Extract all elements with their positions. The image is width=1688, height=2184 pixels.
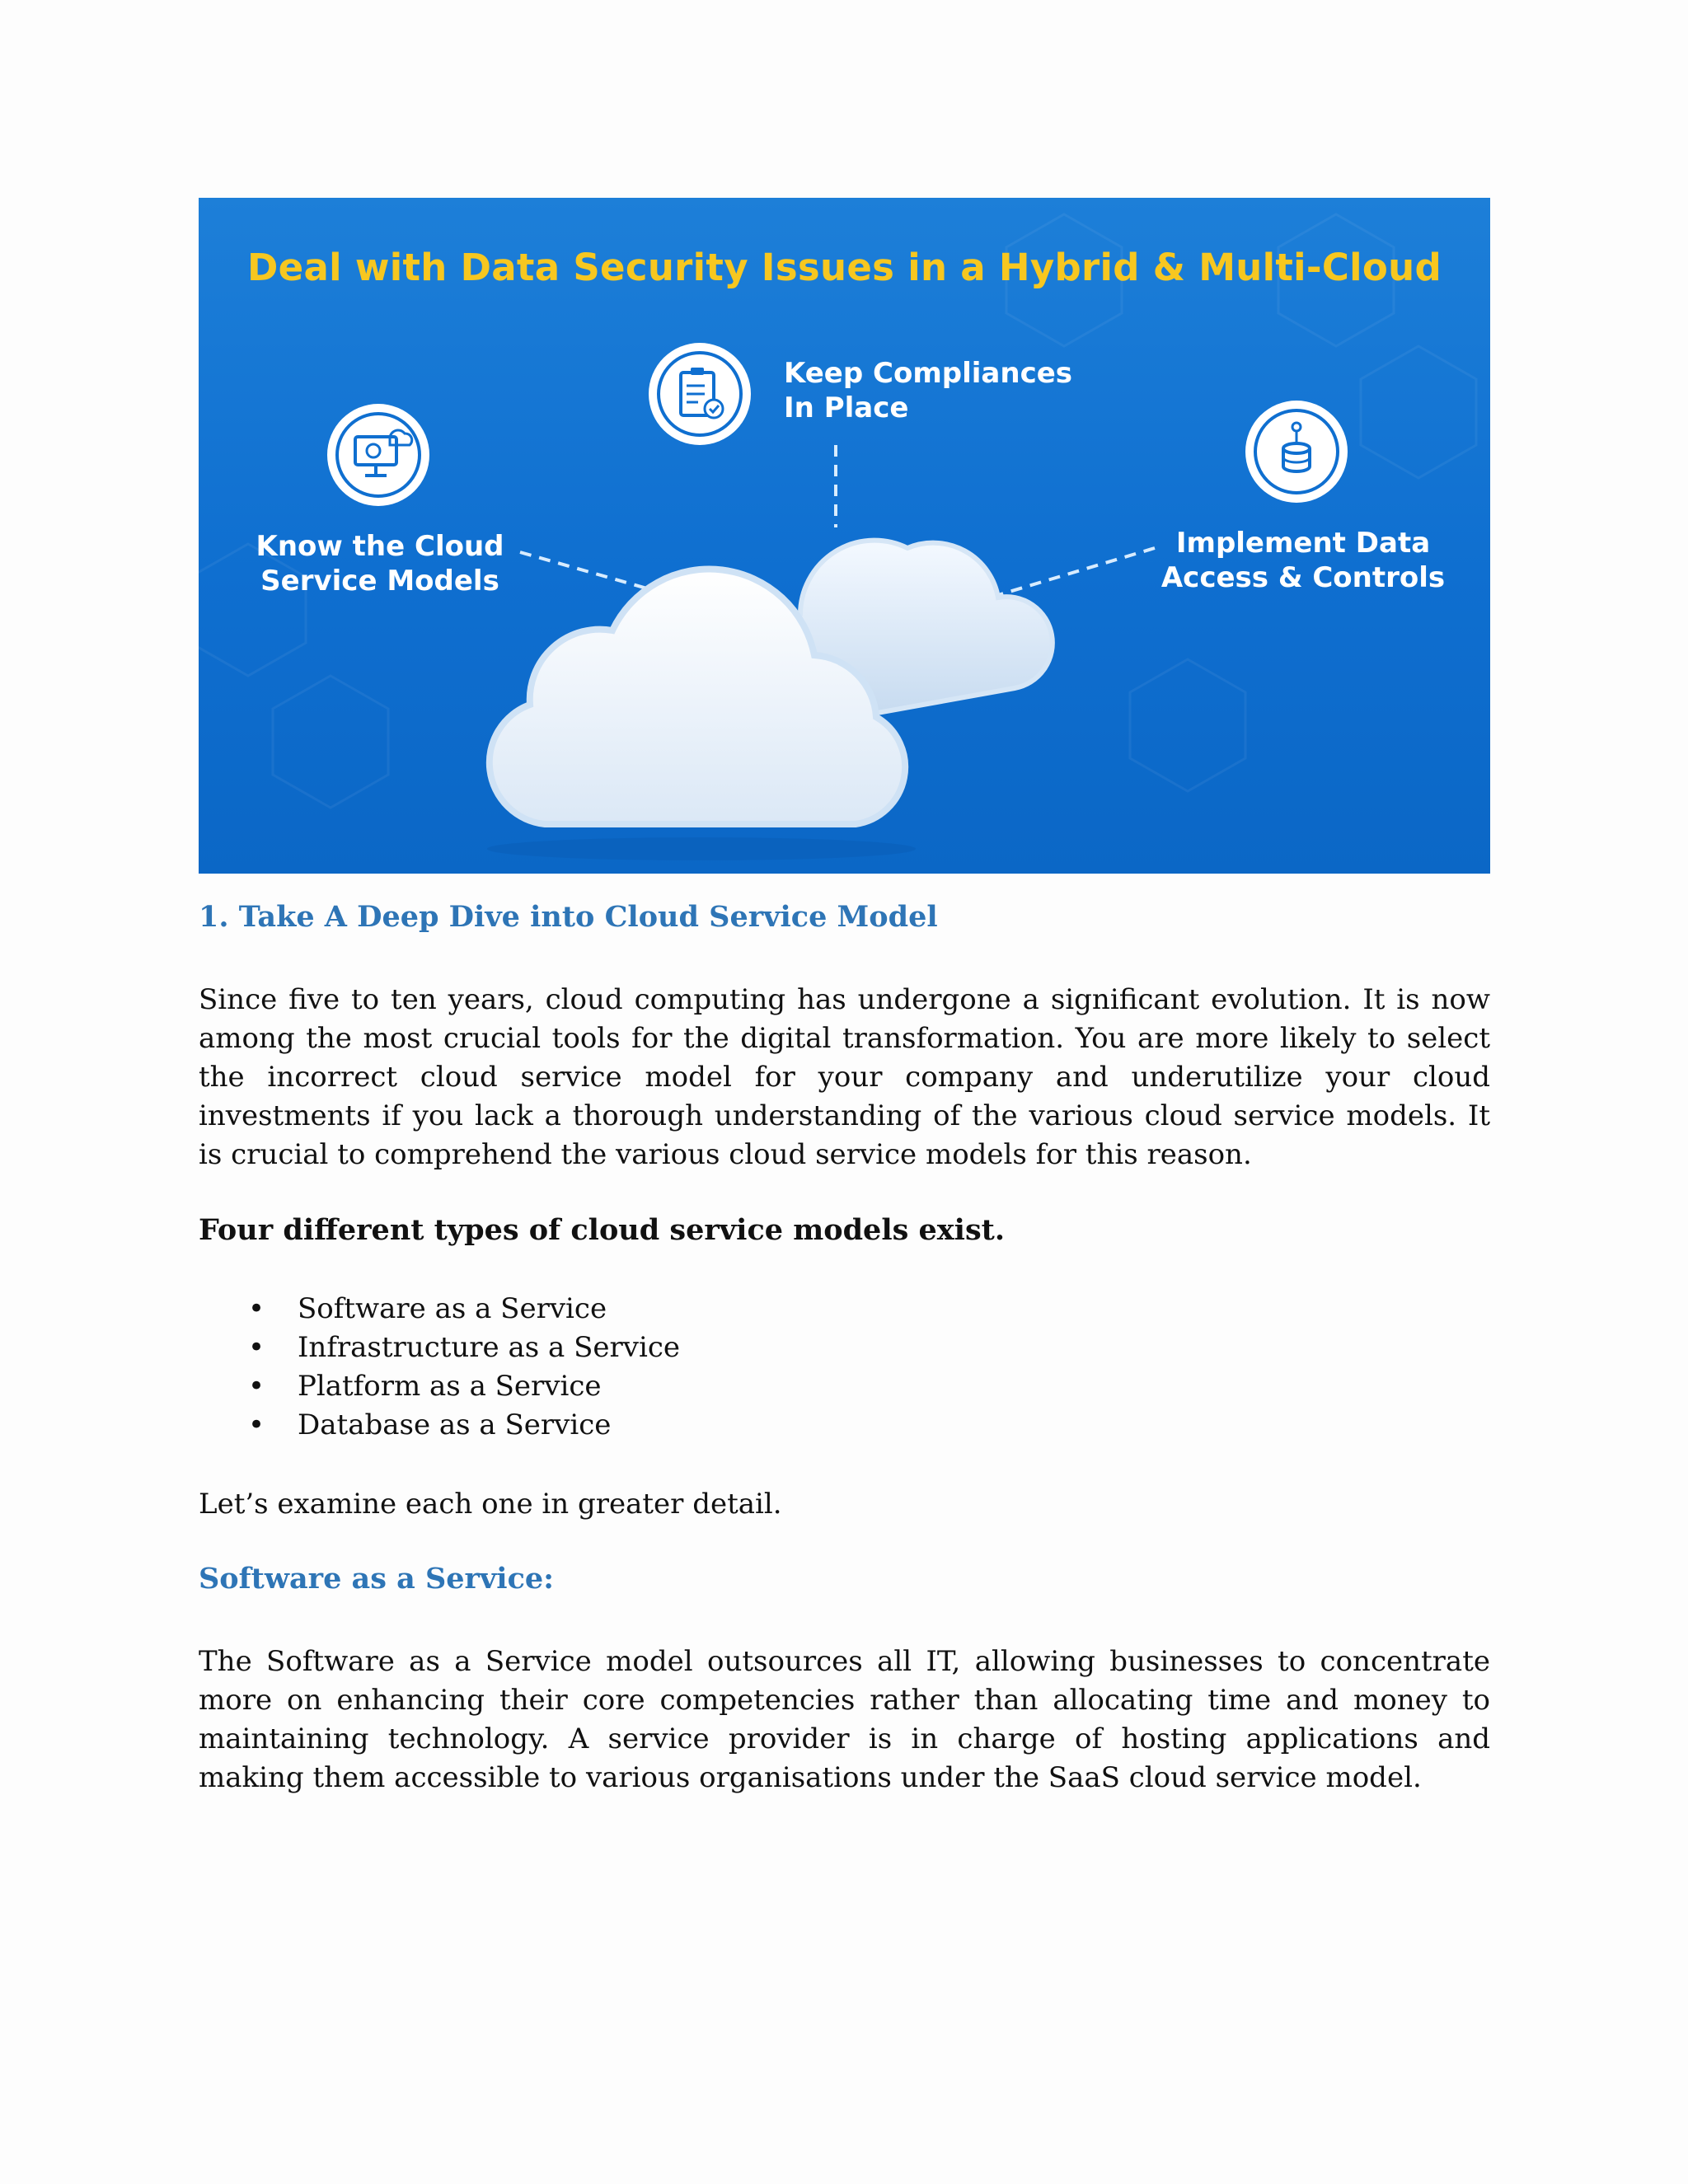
outro-text: Let’s examine each one in greater detail.: [199, 1488, 782, 1521]
bullet-icon: •: [248, 1292, 265, 1325]
node-label-line: Access & Controls: [1160, 561, 1446, 594]
list-item-text: Infrastructure as a Service: [298, 1331, 680, 1364]
hero-banner-image: [199, 198, 1490, 874]
bullet-icon: •: [248, 1408, 265, 1441]
database-icon: [1245, 401, 1348, 503]
list-item: [199, 1406, 680, 1445]
node-label-line: Implement Data: [1175, 527, 1431, 560]
list-item-text: Platform as a Service: [298, 1370, 602, 1403]
bullet-icon: •: [248, 1331, 265, 1364]
list-item-text: Software as a Service: [298, 1292, 607, 1325]
list-item: [199, 1290, 680, 1329]
saas-paragraph: The Software as a Service model outsources all IT, allowing businesses to concentrate more on enhancing their core competencies rather than allocating time and money to maintaining technology. A service provider is in charge of hosting applications and making them accessible to various organisations under the SaaS cloud service model.: [199, 1645, 1490, 1794]
intro-paragraph: Since five to ten years, cloud computing has undergone a significant evolution. It is now among the most crucial tools for the digital transformation. You are more likely to select the incorrect cloud service model for your company and underutilize your cloud investments if you lack a thorough understanding of the various cloud service models. It is crucial to comprehend the various cloud service models for this reason.: [199, 983, 1490, 1171]
service-model-list: [199, 1290, 680, 1445]
list-item-text: Database as a Service: [298, 1408, 612, 1441]
list-item: [199, 1329, 680, 1367]
node-label-line: In Place: [784, 391, 909, 424]
section-heading: 1. Take A Deep Dive into Cloud Service Model: [199, 900, 938, 934]
node-label-compliances: [784, 356, 1072, 425]
saas-heading: Software as a Service:: [199, 1562, 555, 1596]
node-label-data-access: [1146, 526, 1460, 595]
monitor-gear-icon: [327, 404, 429, 506]
list-item: [199, 1367, 680, 1406]
list-heading: Four different types of cloud service models exist.: [199, 1213, 1006, 1247]
node-label-line: Service Models: [260, 565, 499, 598]
node-label-cloud-models: [248, 529, 512, 598]
node-label-line: Know the Cloud: [256, 530, 504, 563]
node-label-line: Keep Compliances: [784, 357, 1073, 390]
clipboard-check-icon: [649, 343, 751, 445]
cloud-illustration: [487, 541, 1053, 860]
bullet-icon: •: [248, 1370, 265, 1403]
banner-title: Deal with Data Security Issues in a Hybrid & Multi-Cloud: [247, 246, 1442, 289]
